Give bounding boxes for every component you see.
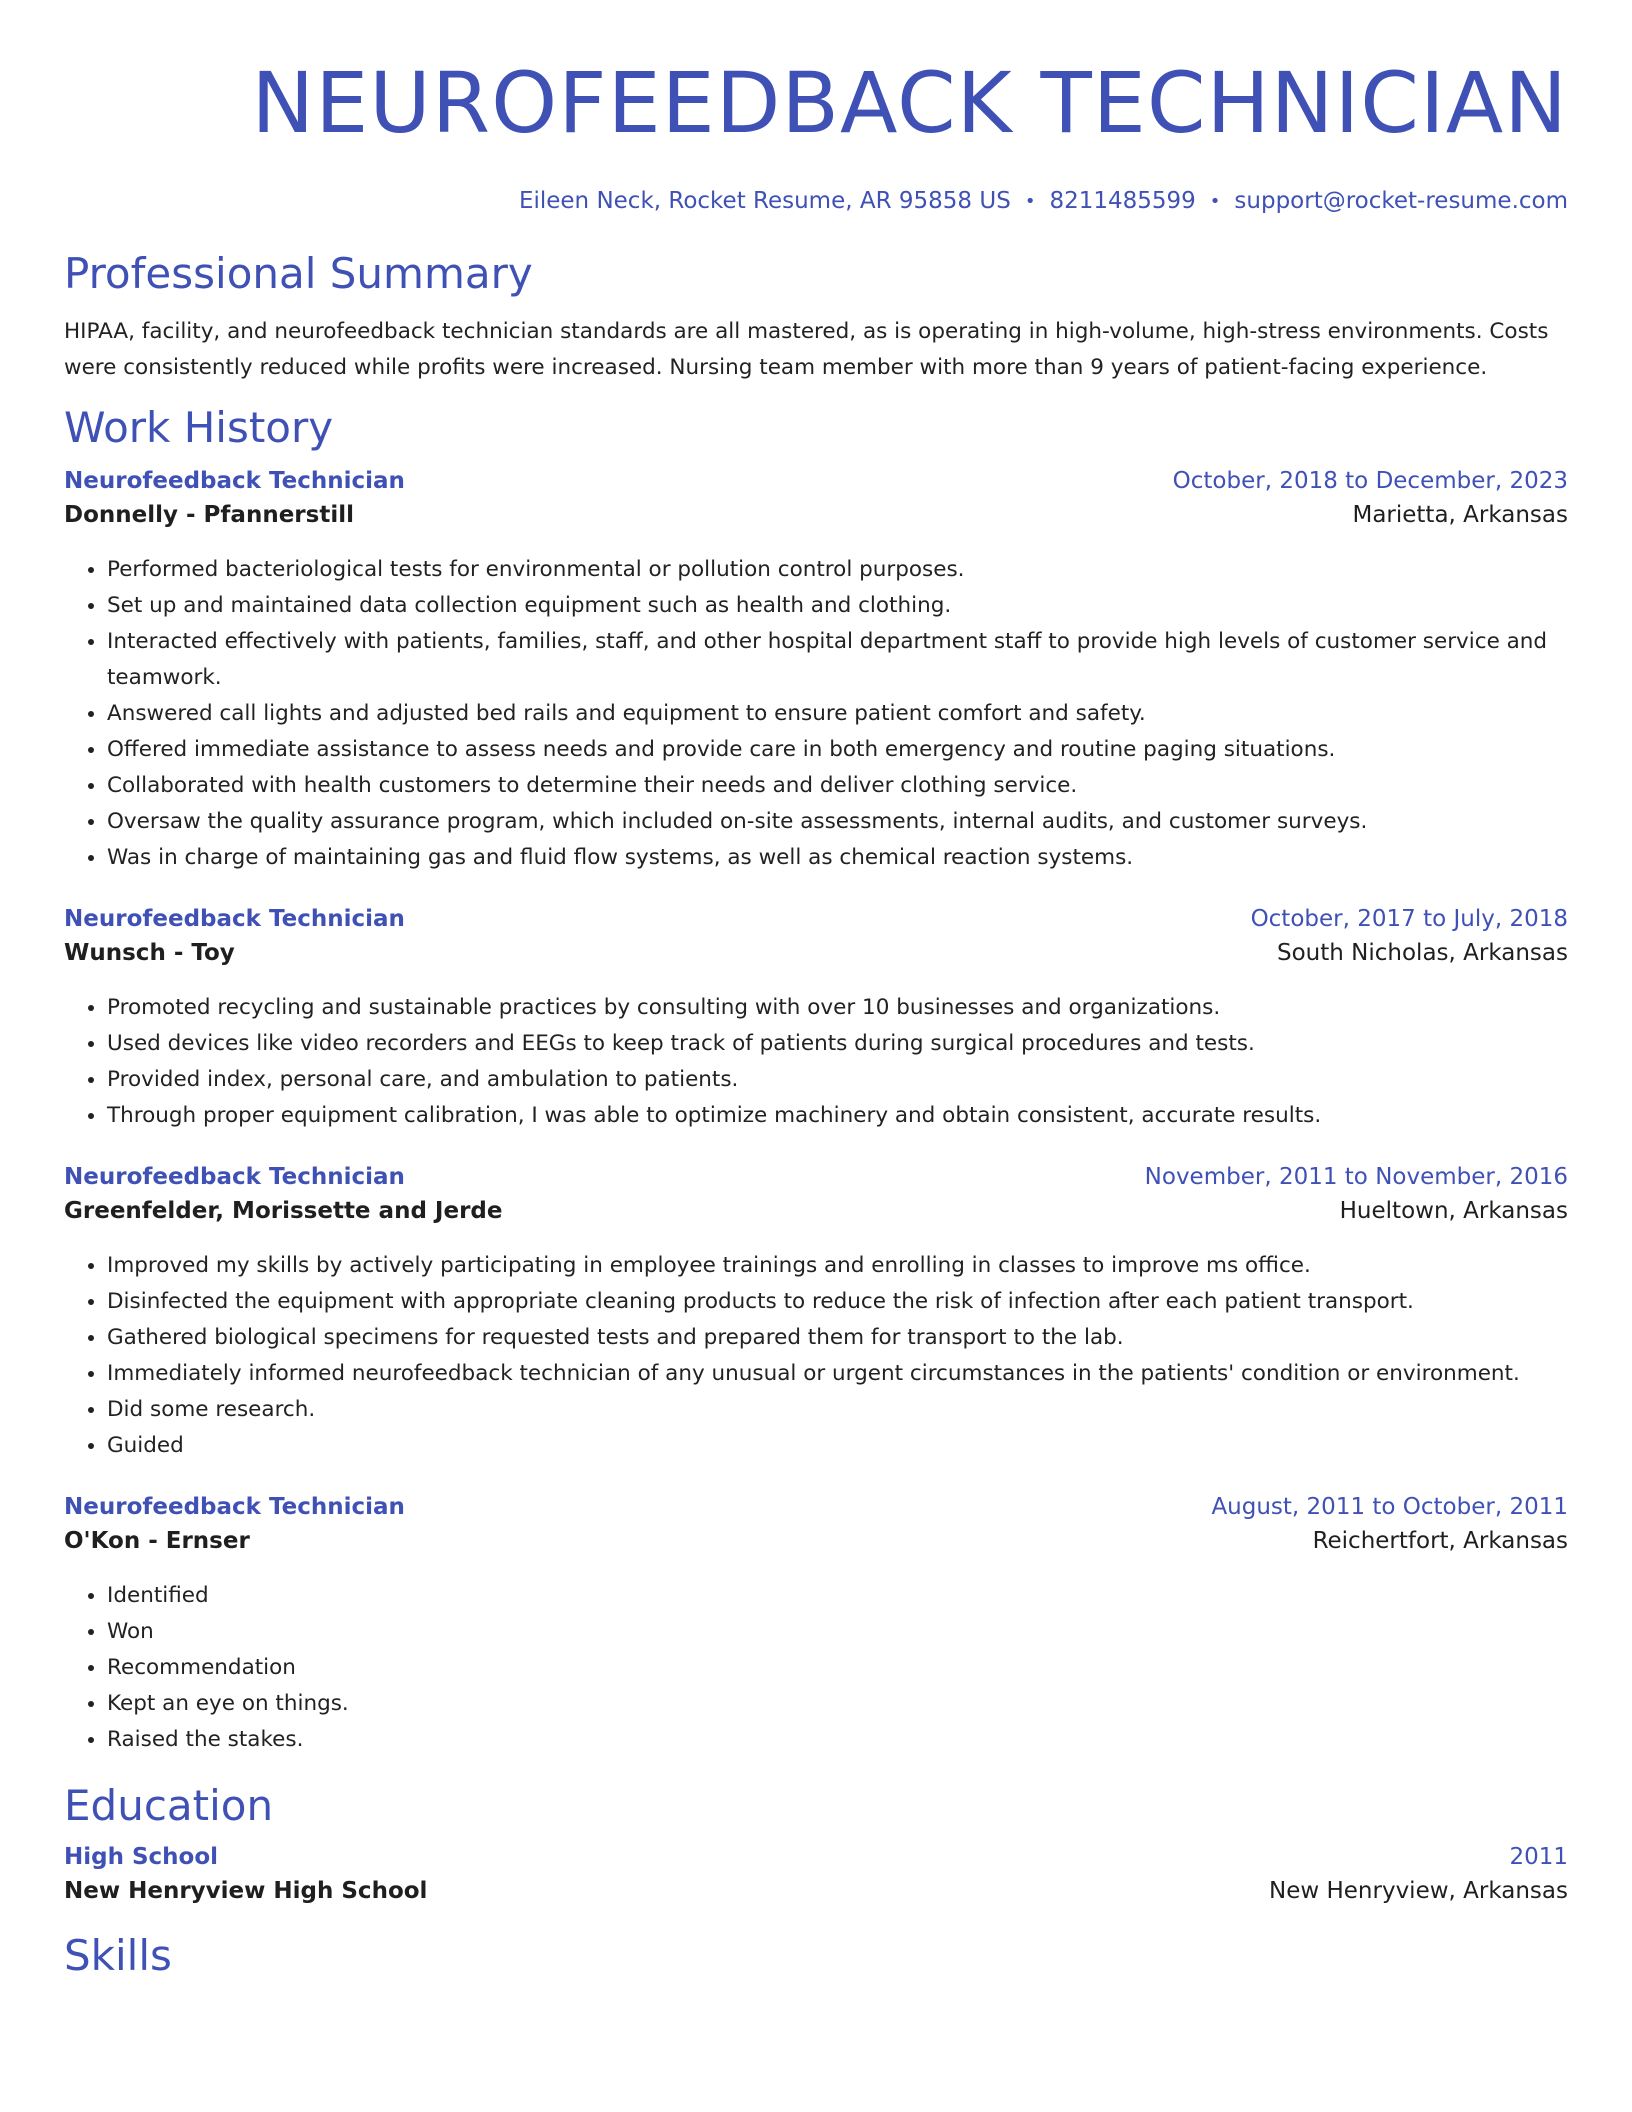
job-bullet: • Identified xyxy=(107,1578,1568,1614)
contact-separator: • xyxy=(1209,191,1221,212)
job-company: Wunsch - Toy xyxy=(64,940,235,966)
job-header-row xyxy=(64,468,1568,502)
job-dates: August, 2011 to October, 2011 xyxy=(1211,1494,1568,1520)
education-school: New Henryview High School xyxy=(64,1878,428,1904)
education-school-row xyxy=(64,1878,1568,1916)
job-bullet: • Won xyxy=(107,1614,1568,1650)
education-header-row xyxy=(64,1844,1568,1878)
education-degree: High School xyxy=(64,1844,219,1870)
contact-separator: • xyxy=(1024,191,1036,212)
job-entry xyxy=(64,1164,1568,1464)
job-bullet: • Offered immediate assistance to assess needs and provide care in both emergency and routine paging situations. xyxy=(107,732,1568,768)
resume-title: NEUROFEEDBACK TECHNICIAN xyxy=(251,54,1568,152)
job-title: Neurofeedback Technician xyxy=(64,468,405,494)
job-bullet: • Through proper equipment calibration, I was able to optimize machinery and obtain consistent, accurate results. xyxy=(107,1098,1568,1134)
job-bullet: • Kept an eye on things. xyxy=(107,1686,1568,1722)
contact-line xyxy=(64,186,1568,216)
job-company-row xyxy=(64,1528,1568,1566)
job-location: Marietta, Arkansas xyxy=(1352,502,1568,528)
job-header-row xyxy=(64,1164,1568,1198)
job-location: Hueltown, Arkansas xyxy=(1339,1198,1568,1224)
job-bullet-list xyxy=(64,990,1568,1134)
job-bullet: • Set up and maintained data collection equipment such as health and clothing. xyxy=(107,588,1568,624)
contact-phone: 8211485599 xyxy=(1049,188,1196,214)
job-header-row xyxy=(64,906,1568,940)
job-bullet: • Was in charge of maintaining gas and fluid flow systems, as well as chemical reaction systems. xyxy=(107,840,1568,876)
job-entry xyxy=(64,1494,1568,1758)
education-year: 2011 xyxy=(1509,1844,1568,1870)
section-title-skills: Skills xyxy=(64,1931,172,1980)
job-header-row xyxy=(64,1494,1568,1528)
section-title-summary: Professional Summary xyxy=(64,249,533,298)
job-bullet: • Disinfected the equipment with appropriate cleaning products to reduce the risk of infection after each patient transport. xyxy=(107,1284,1568,1320)
job-company: O'Kon - Ernser xyxy=(64,1528,250,1554)
job-title: Neurofeedback Technician xyxy=(64,1164,405,1190)
education-entry xyxy=(64,1844,1568,1916)
job-bullet: • Gathered biological specimens for requested tests and prepared them for transport to the lab. xyxy=(107,1320,1568,1356)
summary-text: HIPAA, facility, and neurofeedback technician standards are all mastered, as is operating in high-volume, high-stress environments. Costs were consistently reduced while profits were increased. Nursing team member with more than 9 years of patient-facing experience. xyxy=(64,319,1549,380)
job-company-row xyxy=(64,1198,1568,1236)
job-bullet: • Raised the stakes. xyxy=(107,1722,1568,1758)
job-dates: November, 2011 to November, 2016 xyxy=(1144,1164,1568,1190)
job-location: South Nicholas, Arkansas xyxy=(1277,940,1568,966)
job-title: Neurofeedback Technician xyxy=(64,906,405,932)
education-location: New Henryview, Arkansas xyxy=(1269,1878,1568,1904)
job-bullet: • Recommendation xyxy=(107,1650,1568,1686)
job-title: Neurofeedback Technician xyxy=(64,1494,405,1520)
section-title-education: Education xyxy=(64,1781,274,1830)
section-title-work-history: Work History xyxy=(64,403,334,452)
job-dates: October, 2018 to December, 2023 xyxy=(1172,468,1568,494)
job-dates: October, 2017 to July, 2018 xyxy=(1250,906,1568,932)
job-bullet: • Did some research. xyxy=(107,1392,1568,1428)
job-bullet-list xyxy=(64,1578,1568,1758)
job-bullet: • Immediately informed neurofeedback technician of any unusual or urgent circumstances in the patients' condition or environment. xyxy=(107,1356,1568,1392)
job-bullet: • Improved my skills by actively participating in employee trainings and enrolling in classes to improve ms office. xyxy=(107,1248,1568,1284)
job-bullet: • Guided xyxy=(107,1428,1568,1464)
job-bullet: • Interacted effectively with patients, families, staff, and other hospital department staff to provide high levels of customer service and teamwork. xyxy=(107,624,1568,696)
contact-email[interactable]: support@rocket-resume.com xyxy=(1234,188,1568,214)
contact-address: Eileen Neck, Rocket Resume, AR 95858 US xyxy=(518,188,1011,214)
job-company: Greenfelder, Morissette and Jerde xyxy=(64,1198,503,1224)
job-entry xyxy=(64,468,1568,876)
job-bullet: • Answered call lights and adjusted bed rails and equipment to ensure patient comfort and safety. xyxy=(107,696,1568,732)
job-bullet: • Promoted recycling and sustainable practices by consulting with over 10 businesses and organizations. xyxy=(107,990,1568,1026)
job-company-row xyxy=(64,940,1568,978)
job-bullet: • Oversaw the quality assurance program, which included on-site assessments, internal audits, and customer surveys. xyxy=(107,804,1568,840)
job-bullet: • Collaborated with health customers to determine their needs and deliver clothing service. xyxy=(107,768,1568,804)
job-bullet: • Provided index, personal care, and ambulation to patients. xyxy=(107,1062,1568,1098)
job-bullet-list xyxy=(64,1248,1568,1464)
job-location: Reichertfort, Arkansas xyxy=(1312,1528,1568,1554)
job-entry xyxy=(64,906,1568,1134)
job-bullet: • Performed bacteriological tests for environmental or pollution control purposes. xyxy=(107,552,1568,588)
job-company-row xyxy=(64,502,1568,540)
job-bullet: • Used devices like video recorders and EEGs to keep track of patients during surgical procedures and tests. xyxy=(107,1026,1568,1062)
job-bullet-list xyxy=(64,552,1568,876)
job-company: Donnelly - Pfannerstill xyxy=(64,502,354,528)
